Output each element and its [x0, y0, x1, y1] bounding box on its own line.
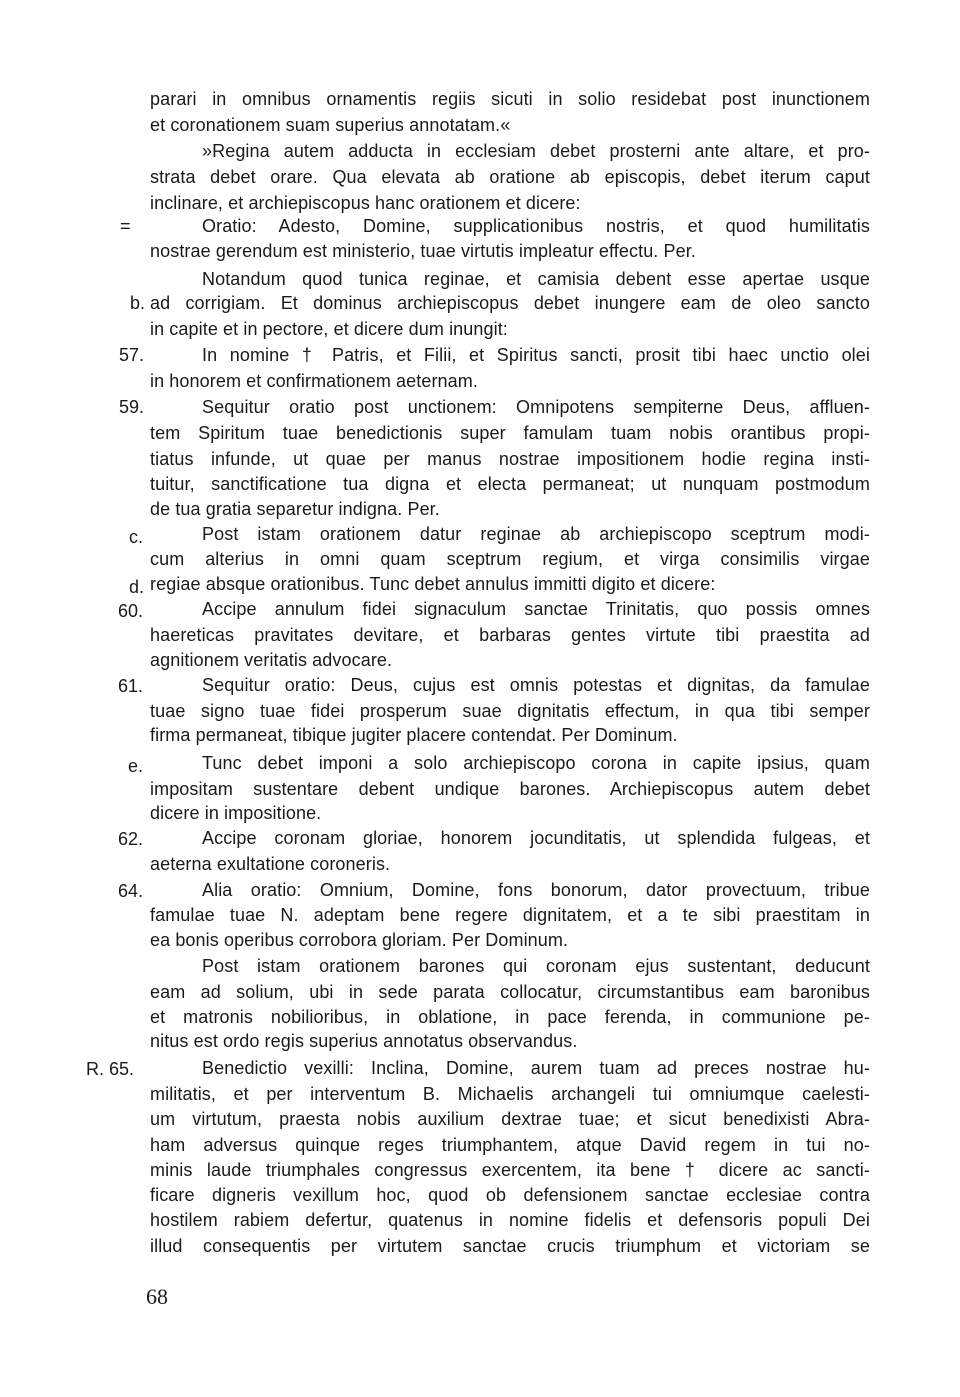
text-line: strata debet orare. Qua elevata ab oratione ab episcopis, debet iterum caput [150, 167, 870, 187]
text-line: Tunc debet imponi a solo archiepiscopo corona in capite ipsius, quam [202, 753, 870, 773]
text-line: Alia oratio: Omnium, Domine, fons bonorum, dator provectuum, tribue [202, 880, 870, 900]
text-line: nitus est ordo regis superius annotatus observandus. [150, 1031, 578, 1051]
text-line: aeterna exultatione coroneris. [150, 854, 391, 874]
text-line: haereticas pravitates devitare, et barbaras gentes virtute tibi praestita ad [150, 625, 870, 645]
text-line: tuae signo tuae fidei prosperum suae dignitatis effectum, in qua tibi semper [150, 701, 870, 721]
text-line: Benedictio vexilli: Inclina, Domine, aurem tuam ad preces nostrae hu- [202, 1058, 870, 1078]
margin-mark-64: 64. [118, 881, 144, 901]
text-line: cum alterius in omni quam sceptrum regium, et virga consimilis virgae [150, 549, 870, 569]
text-line: Oratio: Adesto, Domine, supplicationibus nostris, et quod humilitatis [202, 216, 870, 236]
text-line: Accipe annulum fidei signaculum sanctae Trinitatis, quo possis omnes [202, 599, 870, 619]
text-line: in capite et in pectore, et dicere dum inungit: [150, 319, 508, 339]
text-line: dicere in impositione. [150, 803, 322, 823]
text-line: eam ad solium, ubi in sede parata collocatur, circumstantibus eam baronibus [150, 982, 870, 1002]
margin-mark-59: 59. [119, 397, 145, 417]
margin-mark-e: e. [128, 756, 144, 776]
text-line: tiatus infunde, ut quae per manus nostrae impositionem hodie regina insti- [150, 449, 870, 469]
text-line: militatis, et per interventum B. Michaelis archangeli tui omniumque caelesti- [150, 1084, 870, 1104]
text-line: de tua gratia separetur indigna. Per. [150, 499, 440, 519]
text-line: Notandum quod tunica reginae, et camisia debent esse apertae usque [202, 269, 870, 289]
margin-mark-d: d. [129, 577, 145, 597]
text-line: minis laude triumphales congressus exercentem, ita bene † dicere ac sancti- [150, 1160, 870, 1180]
text-line: um virtutum, praesta nobis auxilium dextrae tuae; et sicut benedixisti Abra- [150, 1109, 870, 1129]
text-line: ea bonis operibus corrobora gloriam. Per Dominum. [150, 930, 569, 950]
text-line: tem Spiritum tuae benedictionis super famulam tuam nobis orantibus propi- [150, 423, 870, 443]
text-line: hostilem rabiem defertur, quatenus in nomine fidelis et defensoris populi Dei [150, 1210, 870, 1230]
text-line: et coronationem suam superius annotatam.« [150, 115, 511, 135]
text-line: regiae absque orationibus. Tunc debet annulus immitti digito et dicere: [150, 574, 716, 594]
text-line: ham adversus quinque reges triumphantem, atque David regem in tui no- [150, 1135, 870, 1155]
text-line: ficare digneris vexillum hoc, quod ob defensionem sanctae ecclesiae contra [150, 1185, 870, 1205]
text-line: firma permaneat, tibique jugiter placere contendat. Per Dominum. [150, 725, 678, 745]
text-line: tuitur, sanctificatione tua digna et electa permaneat; ut nunquam postmodum [150, 474, 870, 494]
margin-mark-61: 61. [118, 676, 144, 696]
text-line: inclinare, et archiepiscopus hanc orationem et dicere: [150, 193, 581, 213]
text-line: famulae tuae N. adeptam bene regere dignitatem, et a te sibi praestitam in [150, 905, 870, 925]
text-line: Accipe coronam gloriae, honorem jocunditatis, ut splendida fulgeas, et [202, 828, 870, 848]
margin-mark-r65: R. 65. [86, 1059, 135, 1079]
margin-mark-equals: = [120, 216, 131, 236]
margin-mark-57: 57. [119, 345, 145, 365]
text-line: ad corrigiam. Et dominus archiepiscopus debet inungere eam de oleo sancto [150, 293, 870, 313]
page-number: 68 [146, 1284, 168, 1309]
margin-mark-c: c. [129, 527, 144, 547]
text-line: »Regina autem adducta in ecclesiam debet prosterni ante altare, et pro- [202, 141, 870, 161]
text-line: Sequitur oratio post unctionem: Omnipotens sempiterne Deus, affluen- [202, 397, 870, 417]
text-line: nostrae gerendum est ministerio, tuae virtutis impleatur effectu. Per. [150, 241, 696, 261]
text-line: In nomine † Patris, et Filii, et Spiritus sancti, prosit tibi haec unctio olei [202, 345, 870, 365]
margin-mark-62: 62. [118, 829, 144, 849]
text-line: agnitionem veritatis advocare. [150, 650, 393, 670]
text-line: Post istam orationem datur reginae ab archiepiscopo sceptrum modi- [202, 524, 870, 544]
text-line: impositam sustentare debent undique barones. Archiepiscopus autem debet [150, 779, 870, 799]
text-line: parari in omnibus ornamentis regiis sicuti in solio residebat post inunctionem [150, 89, 870, 109]
margin-mark-60: 60. [118, 601, 144, 621]
text-line: in honorem et confirmationem aeternam. [150, 371, 478, 391]
text-line: et matronis nobilioribus, in oblatione, in pace ferenda, in communione pe- [150, 1007, 870, 1027]
margin-mark-b: b. [130, 293, 146, 313]
text-line: illud consequentis per virtutem sanctae crucis triumphum et victoriam se [150, 1236, 870, 1256]
text-line: Sequitur oratio: Deus, cujus est omnis potestas et dignitas, da famulae [202, 675, 870, 695]
text-line: Post istam orationem barones qui coronam ejus sustentant, deducunt [202, 956, 870, 976]
